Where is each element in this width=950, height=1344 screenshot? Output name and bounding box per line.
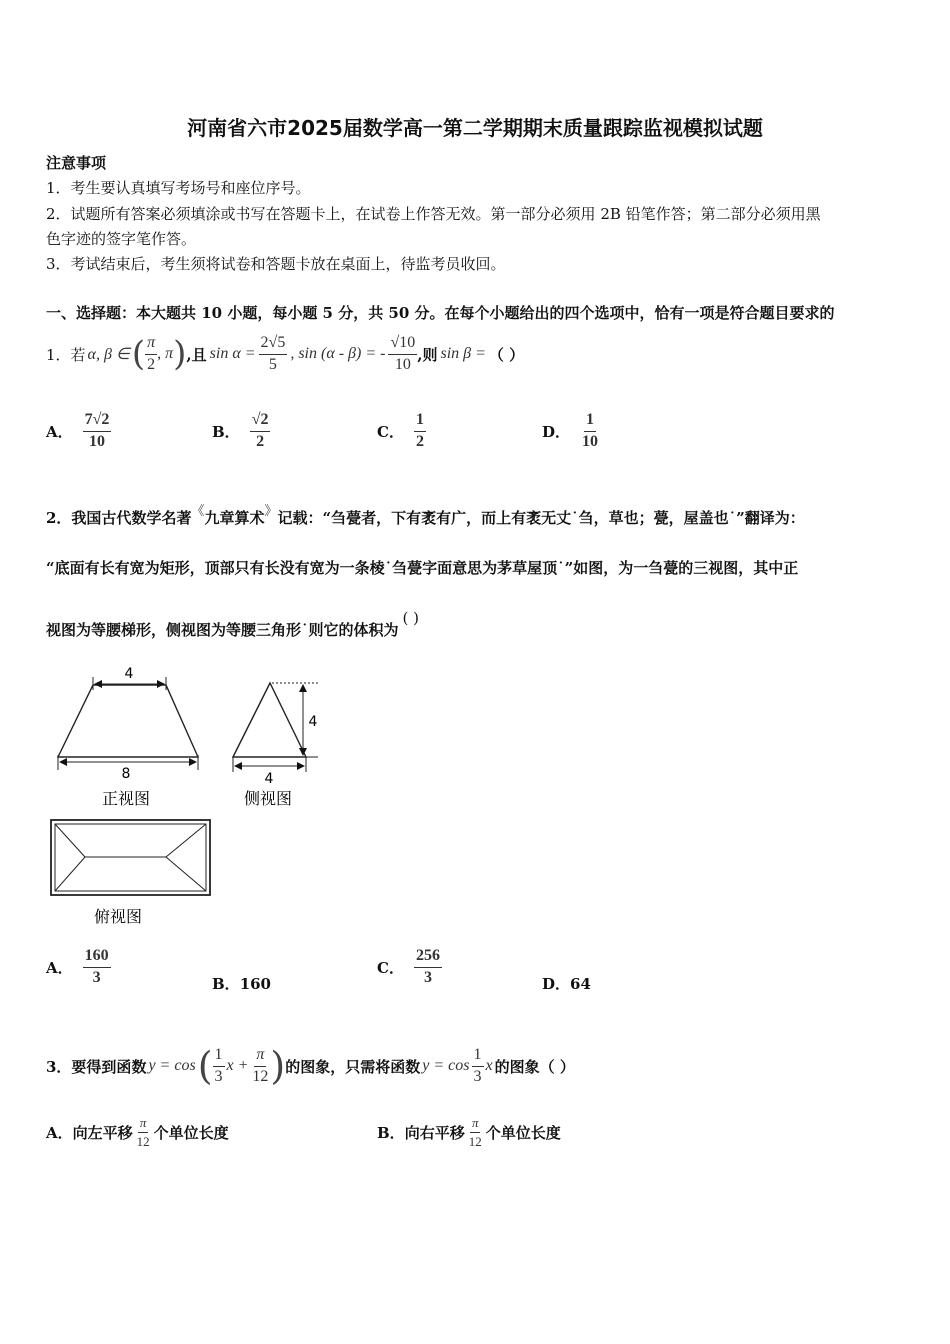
q3-option-a[interactable] bbox=[46, 1116, 229, 1148]
option-label: B． bbox=[377, 1123, 405, 1142]
q3-text-a: 3．要得到函数 bbox=[46, 1057, 147, 1076]
q1-and: ,且 bbox=[186, 345, 207, 364]
option-text: 向左平移 bbox=[72, 1123, 133, 1142]
option-label: A． bbox=[46, 958, 73, 977]
option-fraction: $\frac{\pi}{12}$ bbox=[136, 1115, 150, 1149]
q1-right-paren: ) bbox=[173, 334, 187, 374]
three-view-figure bbox=[0, 650, 360, 940]
option-fraction: $\frac{7√2}{10}$ bbox=[84, 411, 110, 450]
q2-answer-paren: ( ) bbox=[402, 609, 419, 627]
q3-f2-coef: $\frac{1}{3}$ bbox=[473, 1045, 482, 1085]
front-view-trapezoid bbox=[58, 685, 198, 757]
q3-function-2: y = cos bbox=[422, 1057, 470, 1074]
side-height-label: 4 bbox=[308, 714, 318, 730]
option-label: B． bbox=[212, 975, 240, 993]
q3-text-c: 的图象（ ） bbox=[494, 1057, 575, 1076]
option-fraction: $\frac{1}{2}$ bbox=[415, 411, 424, 450]
q3-f2-x: x bbox=[485, 1057, 493, 1074]
q2-book: 九章算术 bbox=[204, 509, 265, 527]
option-label: A． bbox=[46, 1123, 73, 1142]
q3-option-b[interactable] bbox=[377, 1116, 561, 1148]
q3-function-1: y = cos bbox=[148, 1057, 196, 1074]
option-text: 向右平移 bbox=[404, 1123, 465, 1142]
q1-then: ,则 bbox=[417, 345, 438, 364]
q1-option-a[interactable] bbox=[46, 412, 111, 451]
q2-line-1: 2．我国古代数学名著《九章算术》记载：“刍甍者，下有袤有广，而上有袤无丈˙刍，草也；甍，屋盖也˙”翻译为： bbox=[46, 504, 805, 527]
option-value: 64 bbox=[570, 975, 591, 993]
option-fraction: $\frac{160}{3}$ bbox=[84, 947, 109, 986]
q1-interval-rest: , π bbox=[157, 345, 174, 362]
notice-item-1: 1．考生要认真填写考场号和座位序号。 bbox=[46, 179, 311, 197]
q1-option-d[interactable] bbox=[542, 412, 600, 451]
q2-book-close: 》 bbox=[264, 504, 278, 519]
top-view-edge bbox=[55, 824, 85, 857]
option-fraction: $\frac{√2}{2}$ bbox=[251, 411, 269, 450]
option-label: A． bbox=[46, 422, 73, 441]
q1-condition: α, β ∈ bbox=[87, 346, 130, 363]
q2-line-3: 视图为等腰梯形，侧视图为等腰三角形˙则它的体积为( ) bbox=[46, 609, 419, 639]
q1-interval-fraction: $\frac{\pi}{2}$ bbox=[147, 333, 156, 373]
top-view-edge bbox=[166, 857, 206, 891]
question-1 bbox=[46, 328, 524, 380]
side-view-triangle bbox=[233, 683, 306, 757]
q3-f1-coef: $\frac{1}{3}$ bbox=[214, 1045, 223, 1085]
q1-sin-alpha-minus-beta-value: $\frac{√10}{10}$ bbox=[390, 333, 416, 373]
notice-heading: 注意事项 bbox=[46, 154, 107, 172]
top-view-edge bbox=[166, 824, 206, 857]
option-label: B． bbox=[212, 422, 240, 441]
section-heading: 一、选择题：本大题共 10 小题，每小题 5 分，共 50 分。在每个小题给出的四个选项中，恰有一项是符合题目要求的 bbox=[46, 304, 835, 322]
q1-option-c[interactable] bbox=[377, 412, 426, 451]
q2-option-d[interactable] bbox=[542, 973, 591, 994]
q2-book-open: 《 bbox=[191, 504, 205, 519]
q1-number: 1．若 bbox=[46, 345, 86, 364]
front-top-label: 4 bbox=[124, 666, 134, 682]
option-label: C． bbox=[377, 958, 404, 977]
q1-sin-beta: sin β = bbox=[440, 345, 486, 362]
q1-sin-alpha-value: $\frac{2√5}{5}$ bbox=[260, 333, 286, 373]
option-label: D． bbox=[542, 422, 571, 441]
q2-option-c[interactable] bbox=[377, 948, 442, 987]
notice-item-2-line2: 色字迹的签字笔作答。 bbox=[46, 230, 197, 248]
q1-sin-alpha-minus-beta: , sin (α - β) = - bbox=[290, 345, 386, 362]
front-view-label: 正视图 bbox=[101, 789, 151, 808]
option-text: 个单位长度 bbox=[153, 1123, 229, 1142]
option-fraction: $\frac{\pi}{12}$ bbox=[468, 1115, 482, 1149]
option-label: D． bbox=[542, 975, 571, 993]
option-fraction: $\frac{1}{10}$ bbox=[582, 411, 599, 450]
top-view-label: 俯视图 bbox=[93, 907, 143, 926]
q3-f1-x: x + bbox=[226, 1057, 249, 1074]
notice-item-3: 3．考试结束后，考生须将试卷和答题卡放在桌面上，待监考员收回。 bbox=[46, 255, 506, 273]
q1-option-b[interactable] bbox=[212, 412, 270, 451]
option-value: 160 bbox=[239, 975, 271, 993]
q3-f1-phase: $\frac{\pi}{12}$ bbox=[252, 1045, 269, 1085]
front-bottom-label: 8 bbox=[121, 766, 131, 782]
option-fraction: $\frac{256}{3}$ bbox=[415, 947, 440, 986]
question-3: 3．要得到函数 y = cos ( $\frac{1}{3}$ x + $\frac{\pi}{12}$ ) 的图象，只需将函数 y = cos $\frac{1}{3}$ x 的图象（ ） bbox=[46, 1044, 575, 1088]
top-view-edge bbox=[55, 857, 85, 891]
q2-line-2: “底面有长有宽为矩形，顶部只有长没有宽为一条棱˙刍甍字面意思为茅草屋顶˙”如图，为一刍甍的三视图，其中正 bbox=[46, 559, 799, 577]
q1-answer-paren: （ ） bbox=[488, 345, 525, 364]
q2-option-a[interactable] bbox=[46, 948, 111, 987]
q3-text-b: 的图象，只需将函数 bbox=[285, 1057, 421, 1076]
q1-sin-alpha: sin α = bbox=[209, 345, 256, 362]
option-label: C． bbox=[377, 422, 404, 441]
side-view-label: 侧视图 bbox=[243, 789, 293, 808]
page-title: 河南省六市2025届数学高一第二学期期末质量跟踪监视模拟试题 bbox=[187, 116, 763, 140]
q2-option-b[interactable] bbox=[212, 973, 271, 994]
notice-item-2-line1: 2．试题所有答案必须填涂或书写在答题卡上，在试卷上作答无效。第一部分必须用 2B 铅笔作答；第二部分必须用黑 bbox=[46, 205, 821, 223]
option-text: 个单位长度 bbox=[485, 1123, 561, 1142]
side-bottom-label: 4 bbox=[264, 771, 274, 787]
q1-left-paren: ( bbox=[131, 334, 146, 374]
